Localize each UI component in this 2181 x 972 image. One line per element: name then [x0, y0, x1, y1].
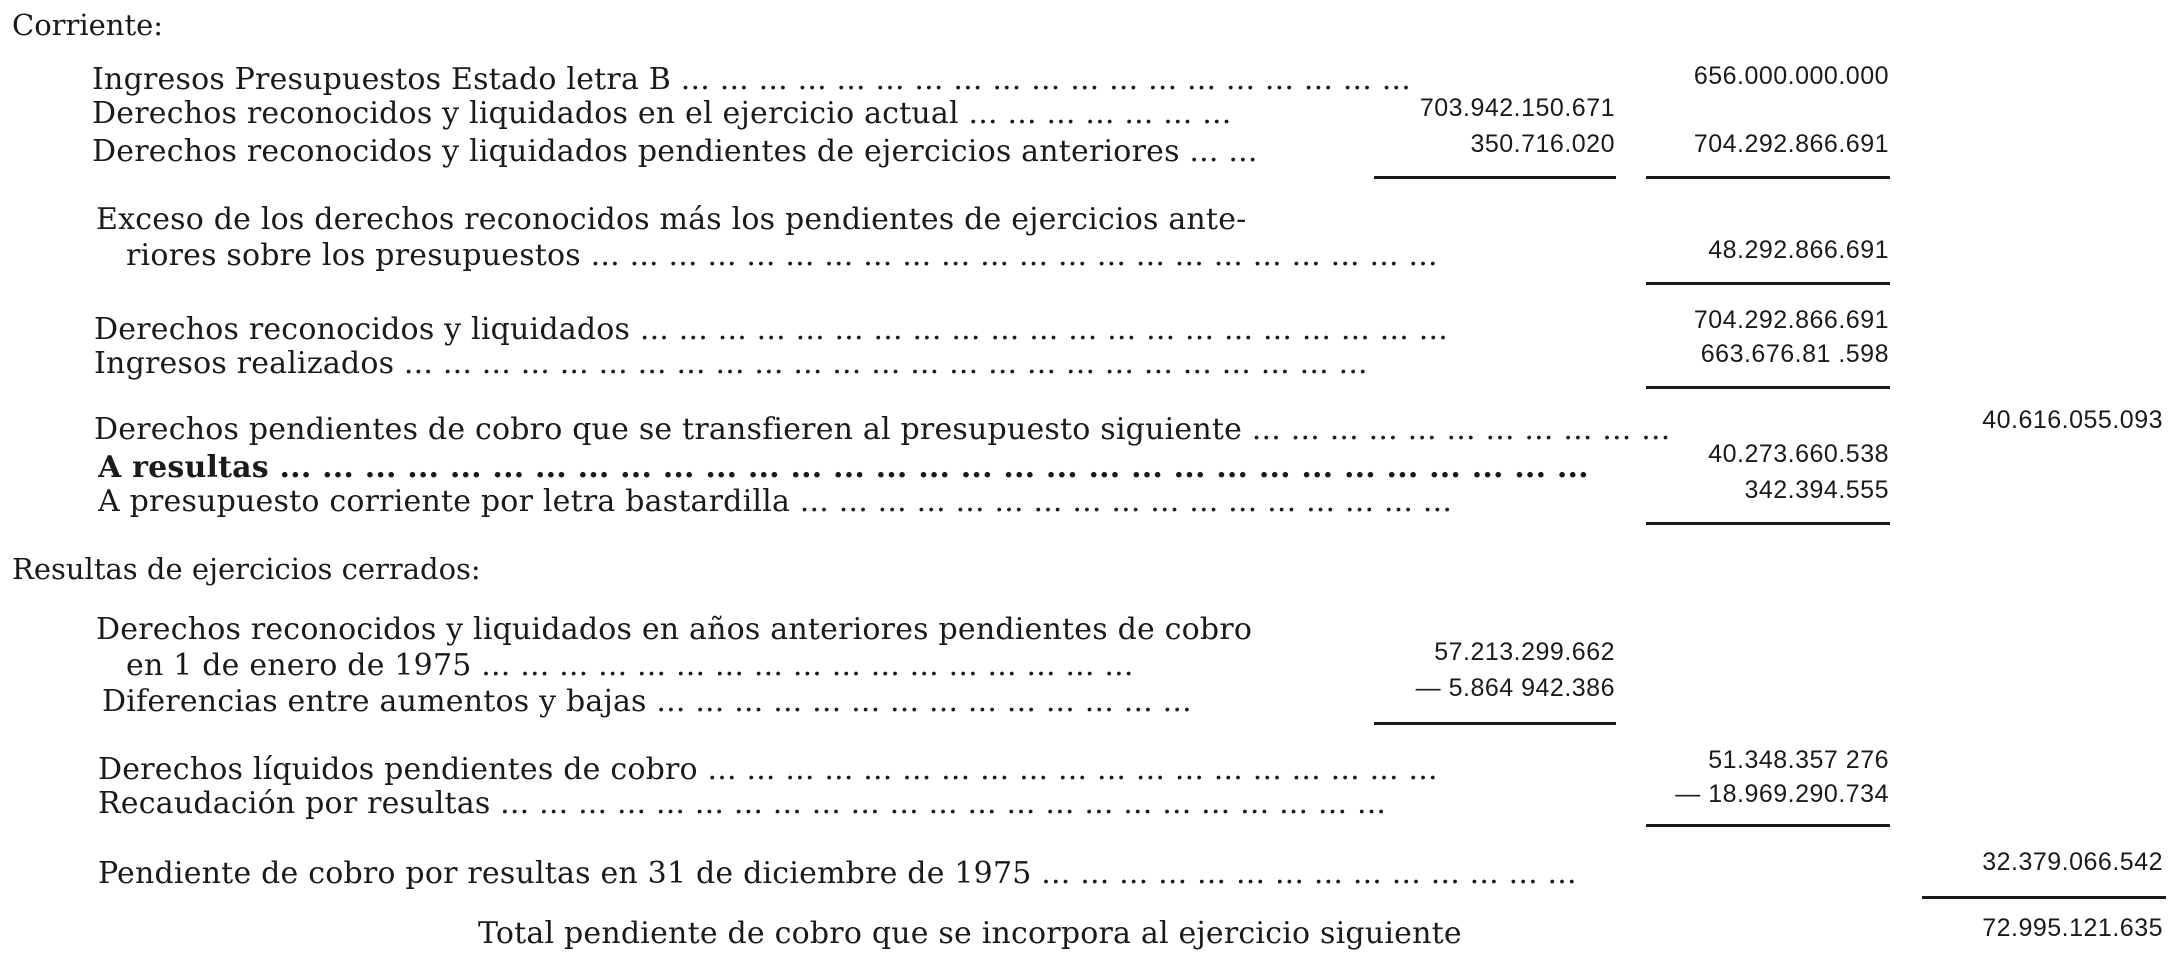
row-label-ingresos-presupuestos: Ingresos Presupuestos Estado letra B ... ... ... ... ... ... ... ... ... ... ... ... ... ... ... ... ... ... ...	[92, 62, 1411, 97]
value-a-resultas: 40.273.660.538	[1708, 440, 1889, 468]
rule-col1-b	[1374, 722, 1616, 725]
row-label-derechos-anteriores-line2: en 1 de enero de 1975 ... ... ... ... ... ... ... ... ... ... ... ... ... ... ... ... ...	[126, 648, 1134, 683]
value-derechos-reconocidos: 704.292.866.691	[1693, 306, 1889, 334]
row-label-pendiente-1975: Pendiente de cobro por resultas en 31 de diciembre de 1975 ... ... ... ... ... ... ... ... ... ... ... ... ... ...	[98, 856, 1577, 891]
row-label-a-resultas: A resultas ... ... ... ... ... ... ... ... ... ... ... ... ... ... ... ... ... ... ... ... ... ... ... ... ... ... ... ... ... ... ...	[98, 450, 1589, 485]
value-ingresos-realizados: 663.676.81 .598	[1700, 340, 1889, 368]
total-row-label: Total pendiente de cobro que se incorpora al ejercicio siguiente	[478, 916, 1462, 951]
value-derechos-ejercicio-actual: 703.942.150.671	[1419, 94, 1615, 122]
value-pendiente-1975: 32.379.066.542	[1982, 848, 2163, 876]
rule-col2-b	[1646, 282, 1890, 285]
total-derechos-pendientes-anteriores: 704.292.866.691	[1693, 130, 1889, 158]
value-derechos-pendientes-transfieren: 40.616.055.093	[1982, 406, 2163, 434]
row-label-exceso-line1: Exceso de los derechos reconocidos más los pendientes de ejercicios ante-	[96, 202, 1247, 237]
value-derechos-anteriores: 57.213.299.662	[1434, 638, 1615, 666]
value-a-presupuesto-corriente: 342.394.555	[1744, 476, 1889, 504]
value-diferencias: — 5.864 942.386	[1415, 674, 1615, 702]
rule-col3	[1922, 896, 2166, 899]
row-label-derechos-pendientes-anteriores: Derechos reconocidos y liquidados pendientes de ejercicios anteriores ... ...	[92, 134, 1258, 169]
value-derechos-liquidos: 51.348.357 276	[1708, 746, 1889, 774]
section-heading-corriente: Corriente:	[12, 8, 164, 42]
rule-col2-e	[1646, 824, 1890, 827]
row-label-derechos-anteriores-line1: Derechos reconocidos y liquidados en años anteriores pendientes de cobro	[96, 612, 1253, 647]
section-heading-resultas: Resultas de ejercicios cerrados:	[12, 552, 481, 586]
value-exceso: 48.292.866.691	[1708, 236, 1889, 264]
row-label-ingresos-realizados: Ingresos realizados ... ... ... ... ... ... ... ... ... ... ... ... ... ... ... ... ... ... ... ... ... ... ... ... ...	[94, 346, 1368, 381]
rule-col2-c	[1646, 386, 1890, 389]
row-label-exceso-line2: riores sobre los presupuestos ... ... ... ... ... ... ... ... ... ... ... ... ... ... ... ... ... ... ... ... ... ...	[126, 238, 1438, 273]
row-label-diferencias: Diferencias entre aumentos y bajas ... ... ... ... ... ... ... ... ... ... ... ... ... ...	[102, 684, 1192, 719]
rule-col1-a	[1374, 176, 1616, 179]
total-row-value: 72.995.121.635	[1982, 914, 2163, 942]
row-label-derechos-pendientes-transfieren: Derechos pendientes de cobro que se transfieren al presupuesto siguiente ... ... ... ... ... ... ... ... ... ... ...	[94, 412, 1671, 447]
value-derechos-pendientes-anteriores: 350.716.020	[1470, 130, 1615, 158]
rule-col2-d	[1646, 522, 1890, 525]
row-label-derechos-reconocidos: Derechos reconocidos y liquidados ... ... ... ... ... ... ... ... ... ... ... ... ... ... ... ... ... ... ... ... ...	[94, 312, 1448, 347]
row-label-derechos-ejercicio-actual: Derechos reconocidos y liquidados en el ejercicio actual ... ... ... ... ... ... ...	[92, 96, 1232, 131]
value-recaudacion: — 18.969.290.734	[1675, 780, 1889, 808]
row-label-derechos-liquidos: Derechos líquidos pendientes de cobro ... ... ... ... ... ... ... ... ... ... ... ... ... ... ... ... ... ... ...	[98, 752, 1438, 787]
value-ingresos-presupuestos: 656.000.000.000	[1693, 62, 1889, 90]
row-label-a-presupuesto-corriente: A presupuesto corriente por letra bastardilla ... ... ... ... ... ... ... ... ... ... ... ... ... ... ... ... ...	[98, 484, 1453, 519]
rule-col2-a	[1646, 176, 1890, 179]
row-label-recaudacion: Recaudación por resultas ... ... ... ... ... ... ... ... ... ... ... ... ... ... ... ... ... ... ... ... ... ... ...	[98, 786, 1387, 821]
